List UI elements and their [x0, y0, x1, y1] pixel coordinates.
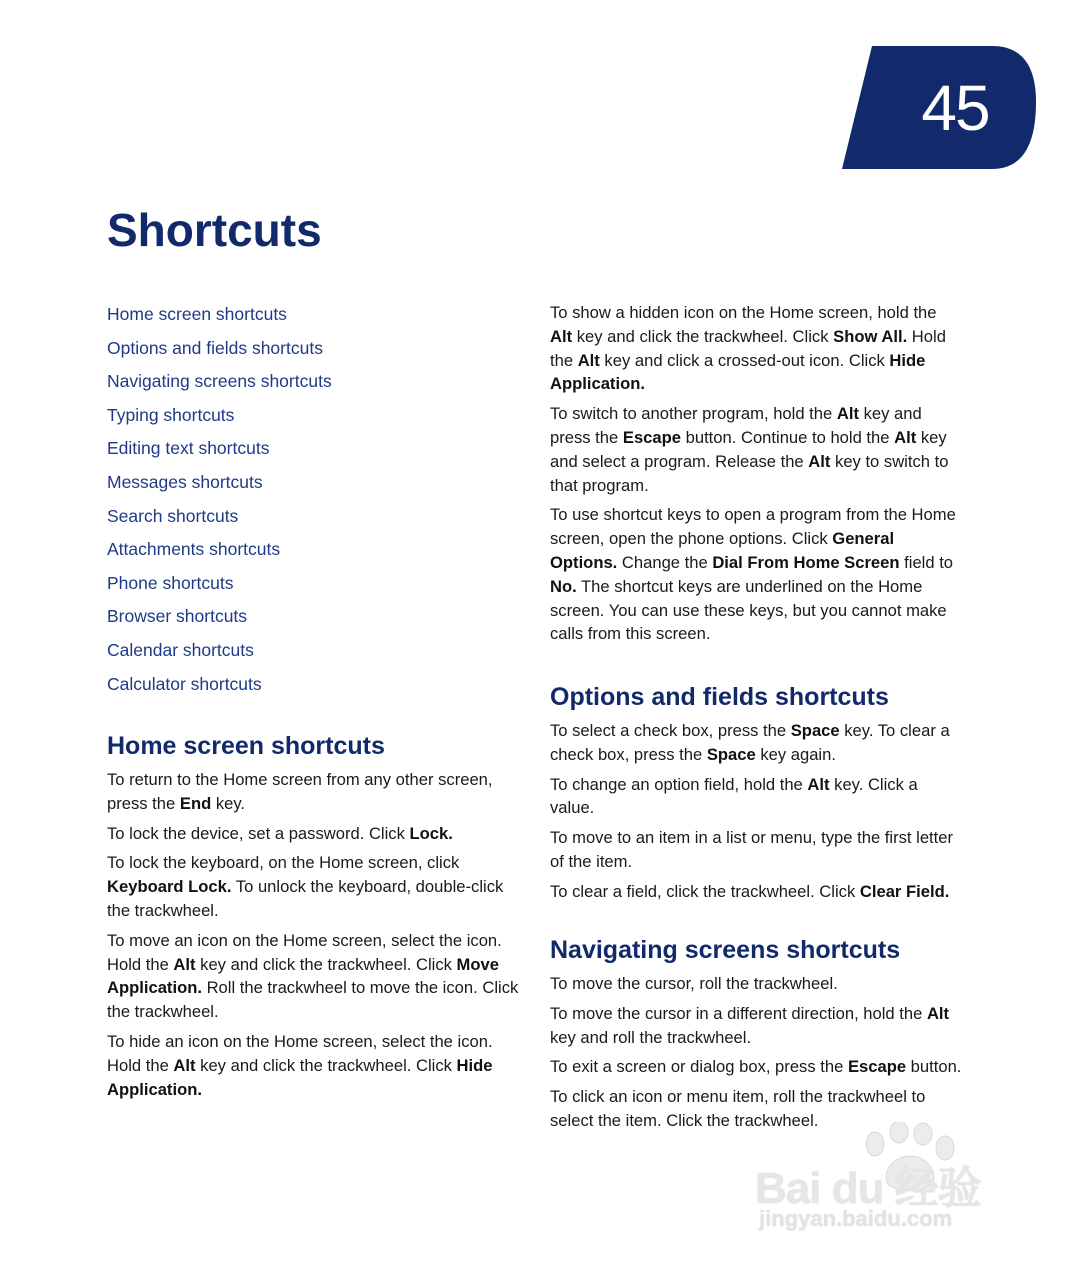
home-screen-section — [107, 728, 519, 1107]
paragraph: To clear a field, click the trackwheel. Click Clear Field. — [550, 881, 950, 901]
chapter-tab — [842, 46, 1036, 169]
toc-link-messages[interactable]: Messages shortcuts — [107, 471, 263, 492]
options-fields-section — [550, 679, 962, 910]
toc-link-editing-text[interactable]: Editing text shortcuts — [107, 438, 270, 459]
toc-link-attachments[interactable]: Attachments shortcuts — [107, 539, 281, 560]
watermark-brand: Bai du 经验 — [755, 1164, 981, 1213]
page-title: Shortcuts — [107, 204, 322, 256]
navigating-screens-section — [550, 932, 962, 1139]
paragraph: To move the cursor in a different direction, hold the Alt key and roll the trackwheel. — [550, 1003, 950, 1047]
paragraph: To move the cursor, roll the trackwheel. — [550, 974, 838, 993]
toc-link-options-fields[interactable]: Options and fields shortcuts — [107, 337, 323, 358]
toc-link-browser[interactable]: Browser shortcuts — [107, 606, 248, 627]
home-screen-continued — [550, 301, 962, 652]
toc-link-calculator[interactable]: Calculator shortcuts — [107, 673, 262, 694]
section-heading: Options and fields shortcuts — [550, 683, 889, 711]
toc-link-calendar[interactable]: Calendar shortcuts — [107, 639, 254, 660]
paragraph: To show a hidden icon on the Home screen, hold the Alt key and click the trackwheel. Click Show All. Hold the Alt key and click a crossed-out icon. Click Hide Application. — [550, 303, 946, 394]
toc-link-home-screen[interactable]: Home screen shortcuts — [107, 304, 287, 324]
paragraph: To lock the device, set a password. Click Lock. — [107, 823, 453, 843]
chapter-number: 45 — [921, 72, 989, 144]
paragraph: To select a check box, press the Space key. To clear a check box, press the Space key again. — [550, 721, 950, 764]
toc-link-search[interactable]: Search shortcuts — [107, 505, 239, 526]
section-heading: Home screen shortcuts — [107, 732, 385, 760]
toc-link-navigating-screens[interactable]: Navigating screens shortcuts — [107, 371, 332, 392]
paragraph: To use shortcut keys to open a program from the Home screen, open the phone options. Click General Options. Change the Dial From Home Screen field to No. The shortcut keys are underlined on the Home screen. You can use these keys, but you cannot make calls from this screen. — [550, 505, 956, 644]
paragraph: To change an option field, hold the Alt key. Click a value. — [550, 774, 918, 818]
section-links — [107, 300, 527, 703]
toc-link-phone[interactable]: Phone shortcuts — [107, 572, 234, 593]
baidu-watermark — [755, 1122, 1005, 1234]
toc-link-typing[interactable]: Typing shortcuts — [107, 404, 235, 425]
watermark-url: jingyan.baidu.com — [759, 1206, 953, 1231]
paragraph: To click an icon or menu item, roll the trackwheel to select the item. Click the trackwheel. — [550, 1087, 926, 1130]
paragraph: To exit a screen or dialog box, press the Escape button. — [550, 1057, 962, 1077]
paragraph: To move an icon on the Home screen, select the icon. Hold the Alt key and click the trackwheel. Click Move Application. Roll the trackwheel to move the icon. Click the trackwheel. — [107, 930, 519, 1022]
paragraph: To return to the Home screen from any other screen, press the End key. — [107, 770, 493, 813]
paragraph: To switch to another program, hold the Alt key and press the Escape button. Continue to hold the Alt key and select a program. Release the Alt key to switch to that program. — [550, 404, 949, 495]
paragraph: To lock the keyboard, on the Home screen, click Keyboard Lock. To unlock the keyboard, double-click the trackwheel. — [107, 853, 504, 920]
paragraph: To hide an icon on the Home screen, select the icon. Hold the Alt key and click the trackwheel. Click Hide Application. — [107, 1031, 493, 1099]
paragraph: To move to an item in a list or menu, type the first letter of the item. — [550, 828, 954, 871]
section-heading: Navigating screens shortcuts — [550, 936, 901, 964]
